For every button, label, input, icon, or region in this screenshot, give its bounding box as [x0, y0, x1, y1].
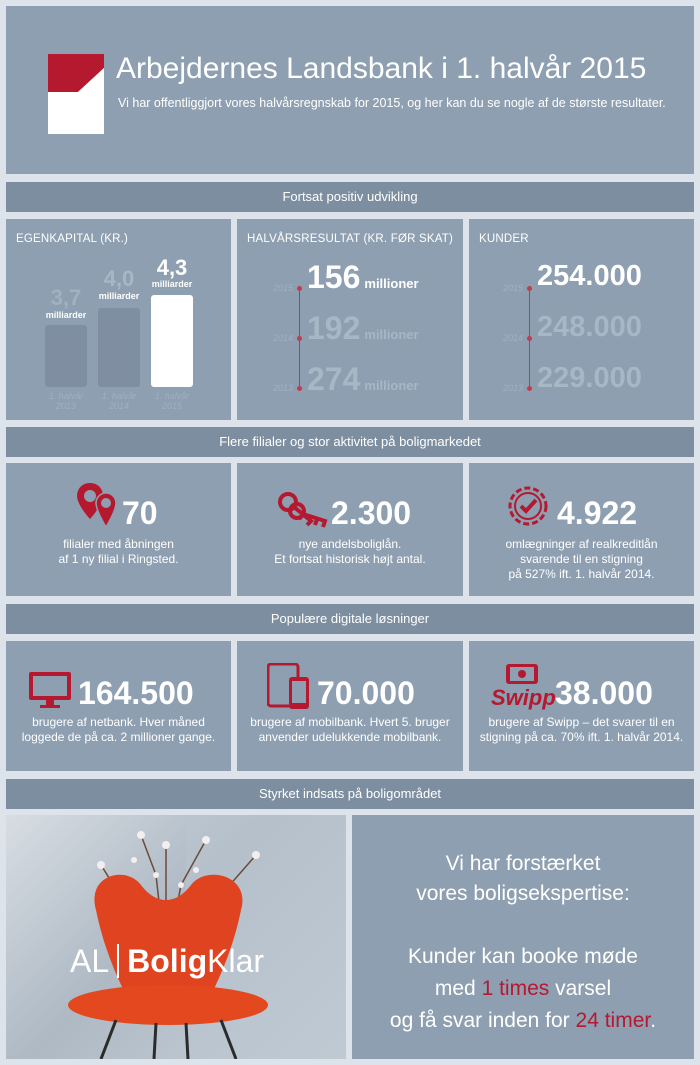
housing-text: nye andelsboliglån. Et fortsat historisk højt antal. [274, 537, 426, 566]
section-bar-2: Flere filialer og stor aktivitet på boligmarkedet [6, 427, 694, 457]
customers-dot-2015 [527, 286, 532, 291]
cta-highlight-1: 1 times [481, 977, 550, 1000]
equity-panel [6, 219, 231, 420]
equity-bar-2013 [45, 325, 87, 387]
section-bar-3: Populære digitale løsninger [6, 604, 694, 634]
customers-year-2015: 2015 [503, 283, 524, 293]
result-dot-2015 [297, 286, 302, 291]
swipp-panel [469, 641, 694, 771]
customers-year-2013: 2013 [503, 383, 524, 393]
equity-value-2015: 4,3 [156, 255, 188, 280]
boligklar-logo: AL BoligKlar [70, 943, 265, 979]
housing-panel [237, 463, 463, 596]
customers-year-2014: 2014 [503, 333, 524, 343]
netbank-number: 164.500 [78, 675, 194, 711]
cta-highlight-2: 24 timer [575, 1009, 651, 1032]
mobilbank-number: 70.000 [317, 675, 415, 711]
keys-icon [277, 491, 329, 531]
equity-unit-2013: milliarder [45, 310, 87, 320]
monitor-icon [28, 671, 72, 709]
equity-value-2013: 3,7 [50, 285, 82, 310]
swipp-text: brugere af Swipp – det svarer til en stigning på ca. 70% ift. 1. halvår 2014. [479, 715, 684, 744]
mobilbank-text: brugere af mobilbank. Hvert 5. bruger anvender udelukkende mobilbank. [250, 715, 450, 744]
page-title: Arbejdernes Landsbank i 1. halvår 2015 [116, 52, 647, 85]
equity-unit-2015: milliarder [151, 279, 193, 289]
customers-dot-2014 [527, 336, 532, 341]
result-value-2013: 274 millioner [307, 361, 419, 397]
equity-period-2013: 1. halvår 2013 [48, 391, 84, 411]
equity-bar-2014 [98, 308, 140, 387]
result-label: HALVÅRSRESULTAT (KR. FØR SKAT) [247, 233, 454, 245]
swipp-logo: Swipp [491, 685, 556, 710]
remortgage-text: omlægninger af realkreditlån svarende til en stigning på 527% ift. 1. halvår 2014. [505, 537, 658, 581]
remortgage-number: 4.922 [557, 495, 638, 531]
result-year-2013: 2013 [273, 383, 294, 393]
remortgage-panel [469, 463, 694, 596]
result-value-2015: 156 millioner [307, 259, 419, 295]
customers-value-2015: 254.000 [537, 260, 642, 292]
section-bar-4: Styrket indsats på boligområdet [6, 779, 694, 809]
result-year-2014: 2014 [273, 333, 294, 343]
branches-panel [6, 463, 231, 596]
result-dot-2014 [297, 336, 302, 341]
boligklar-cta-panel [352, 815, 694, 1059]
equity-unit-2014: milliarder [98, 291, 140, 301]
equity-value-2014: 4,0 [103, 266, 135, 291]
customers-panel [469, 219, 694, 420]
checkmark-badge-icon [507, 485, 549, 527]
mobilbank-panel [237, 641, 463, 771]
swipp-phone-icon [505, 663, 539, 685]
customers-value-2013: 229.000 [537, 362, 642, 394]
customers-value-2014: 248.000 [537, 311, 642, 343]
netbank-text: brugere af netbank. Hver måned loggede de på ca. 2 millioner gange. [21, 715, 216, 744]
customers-dot-2013 [527, 386, 532, 391]
equity-period-2014: 1. halvår 2014 [101, 391, 137, 411]
cta-body: Kunder kan booke møde med 1 times varsel og få svar inden for 24 timer. [389, 945, 657, 1032]
cta-heading: Vi har forstærket vores boligsekspertise: [416, 852, 630, 905]
branches-text: filialer med åbningen af 1 ny filial i Ringsted. [58, 537, 179, 566]
branches-number: 70 [122, 495, 158, 531]
equity-period-2015: 1. halvår 2015 [154, 391, 190, 411]
result-year-2015: 2015 [273, 283, 294, 293]
result-dot-2013 [297, 386, 302, 391]
equity-label: EGENKAPITAL (KR.) [16, 233, 129, 245]
chair-with-flowers-image [6, 815, 346, 1059]
swipp-number: 38.000 [555, 675, 653, 711]
customers-label: KUNDER [479, 233, 529, 245]
result-value-2014: 192 millioner [307, 310, 419, 346]
boligklar-photo [6, 815, 346, 1059]
equity-bar-2015 [151, 295, 193, 387]
page-subtitle: Vi har offentliggjort vores halvårsregnskab for 2015, og her kan du se nogle af de største resultater. [118, 96, 666, 110]
bank-logo-icon [48, 54, 104, 134]
location-pins-icon [76, 481, 120, 529]
tablet-phone-icon [267, 663, 311, 711]
section-bar-1: Fortsat positiv udvikling [6, 182, 694, 212]
result-panel [237, 219, 463, 420]
housing-number: 2.300 [331, 495, 412, 531]
header-panel [6, 6, 694, 174]
netbank-panel [6, 641, 231, 771]
